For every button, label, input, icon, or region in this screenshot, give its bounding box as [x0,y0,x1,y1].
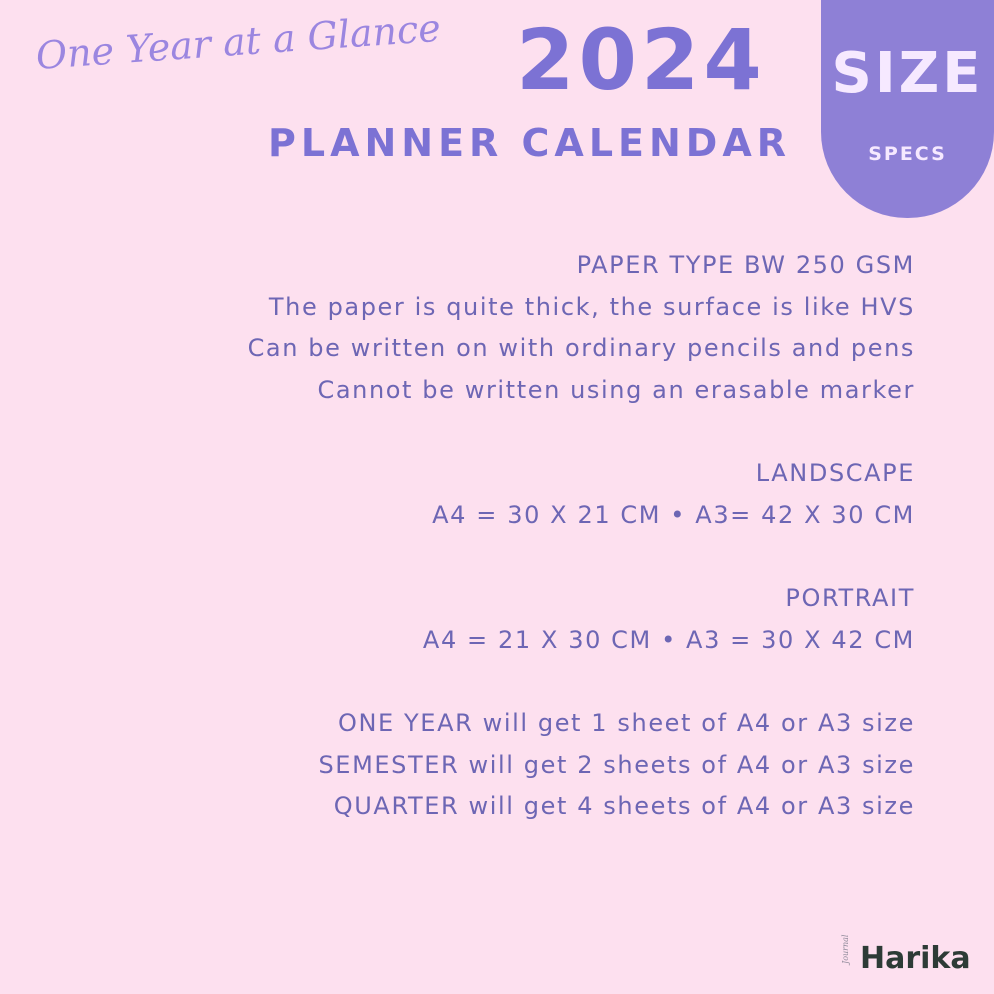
landscape-specs [115,453,915,536]
badge-title: SIZE [831,41,984,106]
landscape-sizes: A4 = 30 X 21 CM • A3= 42 X 30 CM [432,500,915,529]
paper-thickness-line: The paper is quite thick, the surface is like HVS [268,292,915,321]
brand-tagline: Journal [841,934,850,964]
paper-specs [115,245,915,411]
package-quarter: QUARTER will get 4 sheets of A4 or A3 size [333,792,915,820]
paper-marker-line: Cannot be written using an erasable marker [317,375,915,404]
paper-writing-line: Can be written on with ordinary pencils and pens [247,334,915,362]
package-one-year: ONE YEAR will get 1 sheet of A4 or A3 size [338,709,915,737]
package-specs [115,703,915,828]
package-semester: SEMESTER will get 2 sheets of A4 or A3 size [318,750,915,779]
portrait-heading: PORTRAIT [785,584,915,612]
badge-subtitle: SPECS [868,143,947,165]
landscape-heading: LANDSCAPE [755,459,915,487]
brand-logo [841,934,985,988]
year-title: 2024 [516,11,766,109]
portrait-specs [115,578,915,661]
brand-name: Harika [860,941,971,976]
size-specs-badge [821,0,994,218]
planner-subtitle: PLANNER CALENDAR [268,121,792,165]
portrait-sizes: A4 = 21 X 30 CM • A3 = 30 X 42 CM [422,625,915,654]
script-title: One Year at a Glance [34,5,443,78]
paper-type-line: PAPER TYPE BW 250 GSM [576,251,915,279]
